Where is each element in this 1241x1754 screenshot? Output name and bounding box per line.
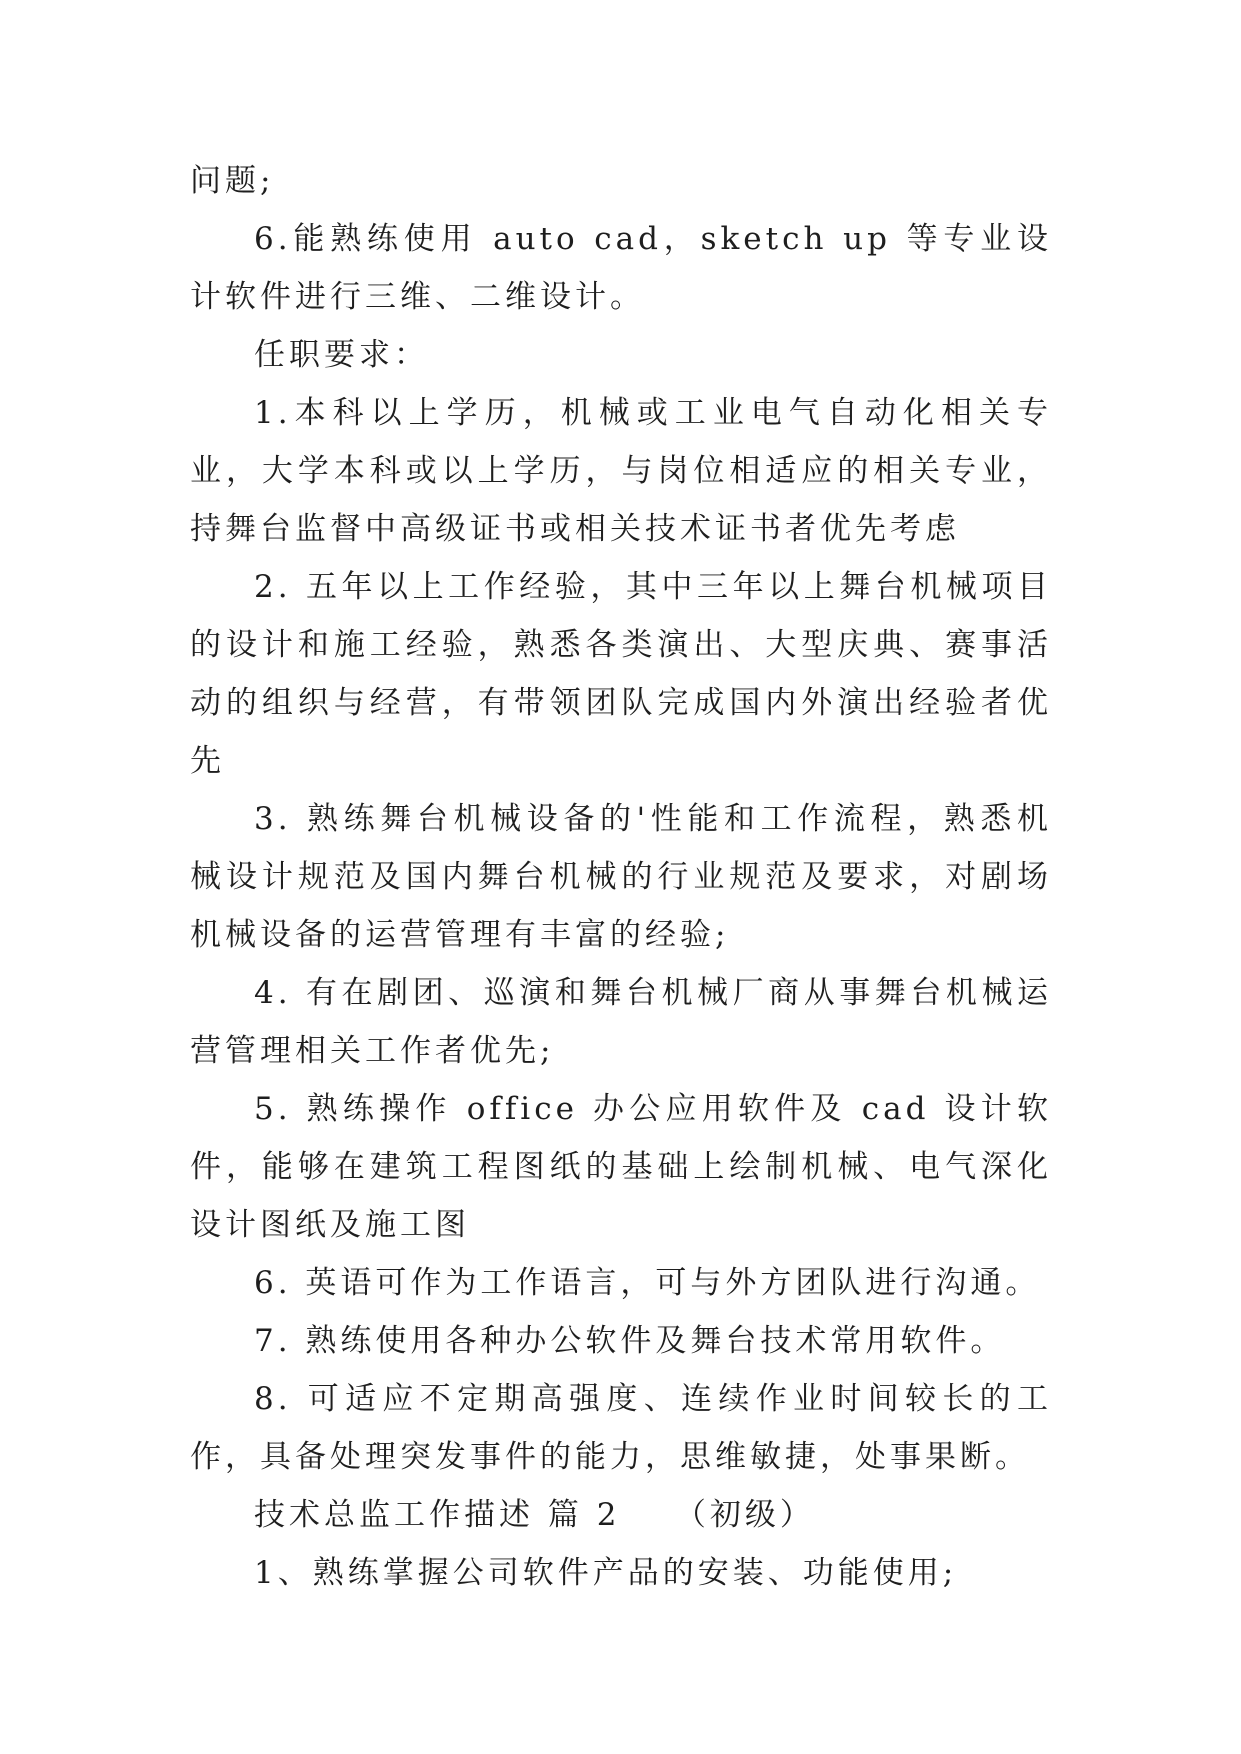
section-heading-requirements: 任职要求： [254,337,429,373]
paragraph-requirement-2: 2. 五年以上工作经验，其中三年以上舞台机械项目的设计和施工经验，熟悉各类演出、大型庆典、赛事活动的组织与经营，有带领团队完成国内外演出经验者优先 [190,569,1052,779]
paragraph-continuation: 问题; [190,163,275,199]
paragraph-requirement-5: 5. 熟练操作 office 办公应用软件及 cad 设计软件，能够在建筑工程图纸的基础上绘制机械、电气深化设计图纸及施工图 [190,1091,1052,1243]
paragraph-requirement-8: 8. 可适应不定期高强度、连续作业时间较长的工作，具备处理突发事件的能力，思维敏捷，处事果断。 [190,1381,1052,1475]
paragraph-part-2-item-1: 1、熟练掌握公司软件产品的安装、功能使用; [254,1555,958,1591]
document-body [190,152,1052,1602]
paragraph-requirement-3: 3. 熟练舞台机械设备的'性能和工作流程，熟悉机械设计规范及国内舞台机械的行业规范及要求，对剧场机械设备的运营管理有丰富的经验; [190,801,1052,953]
paragraph-requirement-4: 4. 有在剧团、巡演和舞台机械厂商从事舞台机械运营管理相关工作者优先; [190,975,1052,1069]
section-heading-part-2: 技术总监工作描述 篇 2 （初级） [254,1497,815,1533]
paragraph-requirement-6: 6. 英语可作为工作语言，可与外方团队进行沟通。 [254,1265,1041,1301]
paragraph-requirement-7: 7. 熟练使用各种办公软件及舞台技术常用软件。 [254,1323,1006,1359]
paragraph-duty-6: 6.能熟练使用 auto cad，sketch up 等专业设计软件进行三维、二维设计。 [190,221,1052,315]
paragraph-requirement-1: 1.本科以上学历，机械或工业电气自动化相关专业，大学本科或以上学历，与岗位相适应的相关专业，持舞台监督中高级证书或相关技术证书者优先考虑 [190,395,1052,547]
